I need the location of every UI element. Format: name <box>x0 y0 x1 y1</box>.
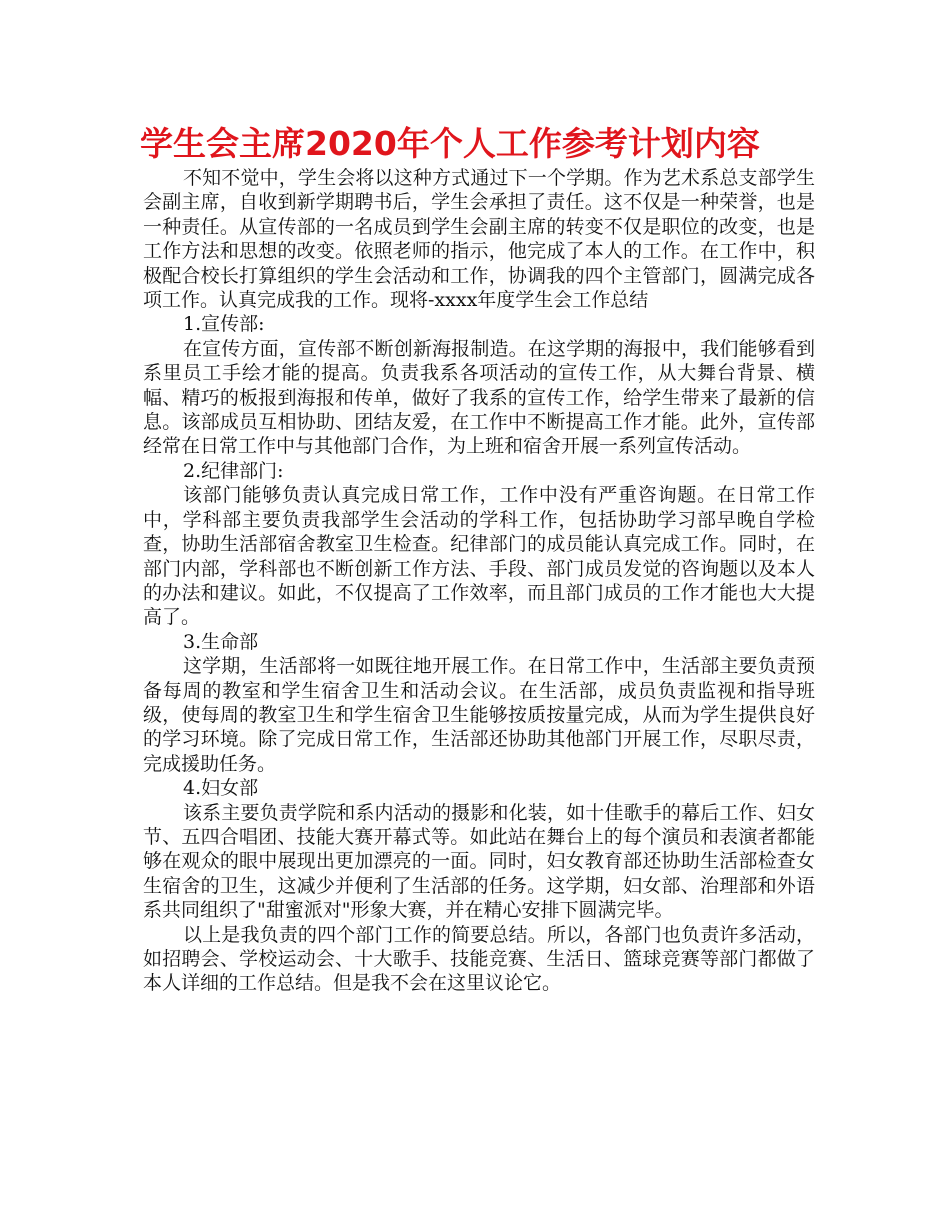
section-body-women: 该系主要负责学院和系内活动的摄影和化装，如十佳歌手的幕后工作、妇女节、五四合唱团、技能大赛开幕式等。如此站在舞台上的每个演员和表演者都能够在观众的眼中展现出更加漂亮的一面。同时，妇女教育部还协助生活部检查女生宿舍的卫生，这减少并便利了生活部的任务。这学期，妇女部、治理部和外语系共同组织了"甜蜜派对"形象大赛，并在精心安排下圆满完毕。 <box>143 801 815 922</box>
document-title: 学生会主席2020年个人工作参考计划内容 <box>140 124 760 163</box>
section-heading-women: 4.妇女部 <box>183 777 259 800</box>
section-heading-propaganda: 1.宣传部: <box>183 313 265 336</box>
closing-paragraph: 以上是我负责的四个部门工作的简要总结。所以，各部门也负责许多活动，如招聘会、学校运动会、十大歌手、技能竞赛、生活日、篮球竞赛等部门都做了本人详细的工作总结。但是我不会在这里议论它。 <box>143 923 815 995</box>
section-body-discipline: 该部门能够负责认真完成日常工作，工作中没有严重咨询题。在日常工作中，学科部主要负责我部学生会活动的学科工作，包括协助学习部早晚自学检查，协助生活部宿舍教室卫生检查。纪律部门的成员能认真完成工作。同时，在部门内部，学科部也不断创新工作方法、手段、部门成员发觉的咨询题以及本人的办法和建议。如此，不仅提高了工作效率，而且部门成员的工作才能也大大提高了。 <box>143 484 815 629</box>
section-body-propaganda: 在宣传方面，宣传部不断创新海报制造。在这学期的海报中，我们能够看到系里员工手绘才能的提高。负责我系各项活动的宣传工作，从大舞台背景、横幅、精巧的板报到海报和传单，做好了我系的宣传工作，给学生带来了最新的信息。该部成员互相协助、团结友爱，在工作中不断提高工作才能。此外，宣传部经常在日常工作中与其他部门合作，为上班和宿舍开展一系列宣传活动。 <box>143 337 815 458</box>
section-body-life: 这学期，生活部将一如既往地开展工作。在日常工作中，生活部主要负责预备每周的教室和学生宿舍卫生和活动会议。在生活部，成员负责监视和指导班级，使每周的教室卫生和学生宿舍卫生能够按质按量完成，从而为学生提供良好的学习环境。除了完成日常工作，生活部还协助其他部门开展工作，尽职尽责，完成援助任务。 <box>143 655 815 775</box>
intro-paragraph: 不知不觉中，学生会将以这种方式通过下一个学期。作为艺术系总支部学生会副主席，自收到新学期聘书后，学生会承担了责任。这不仅是一种荣誉，也是一种责任。从宣传部的一名成员到学生会副主席的转变不仅是职位的改变，也是工作方法和思想的改变。依照老师的指示，他完成了本人的工作。在工作中，积极配合校长打算组织的学生会活动和工作，协调我的四个主管部门，圆满完成各项工作。认真完成我的工作。现将-xxxx年度学生会工作总结 <box>143 167 815 312</box>
section-heading-discipline: 2.纪律部门: <box>183 459 284 482</box>
document-body <box>143 166 815 996</box>
section-heading-life: 3.生命部 <box>183 630 259 653</box>
